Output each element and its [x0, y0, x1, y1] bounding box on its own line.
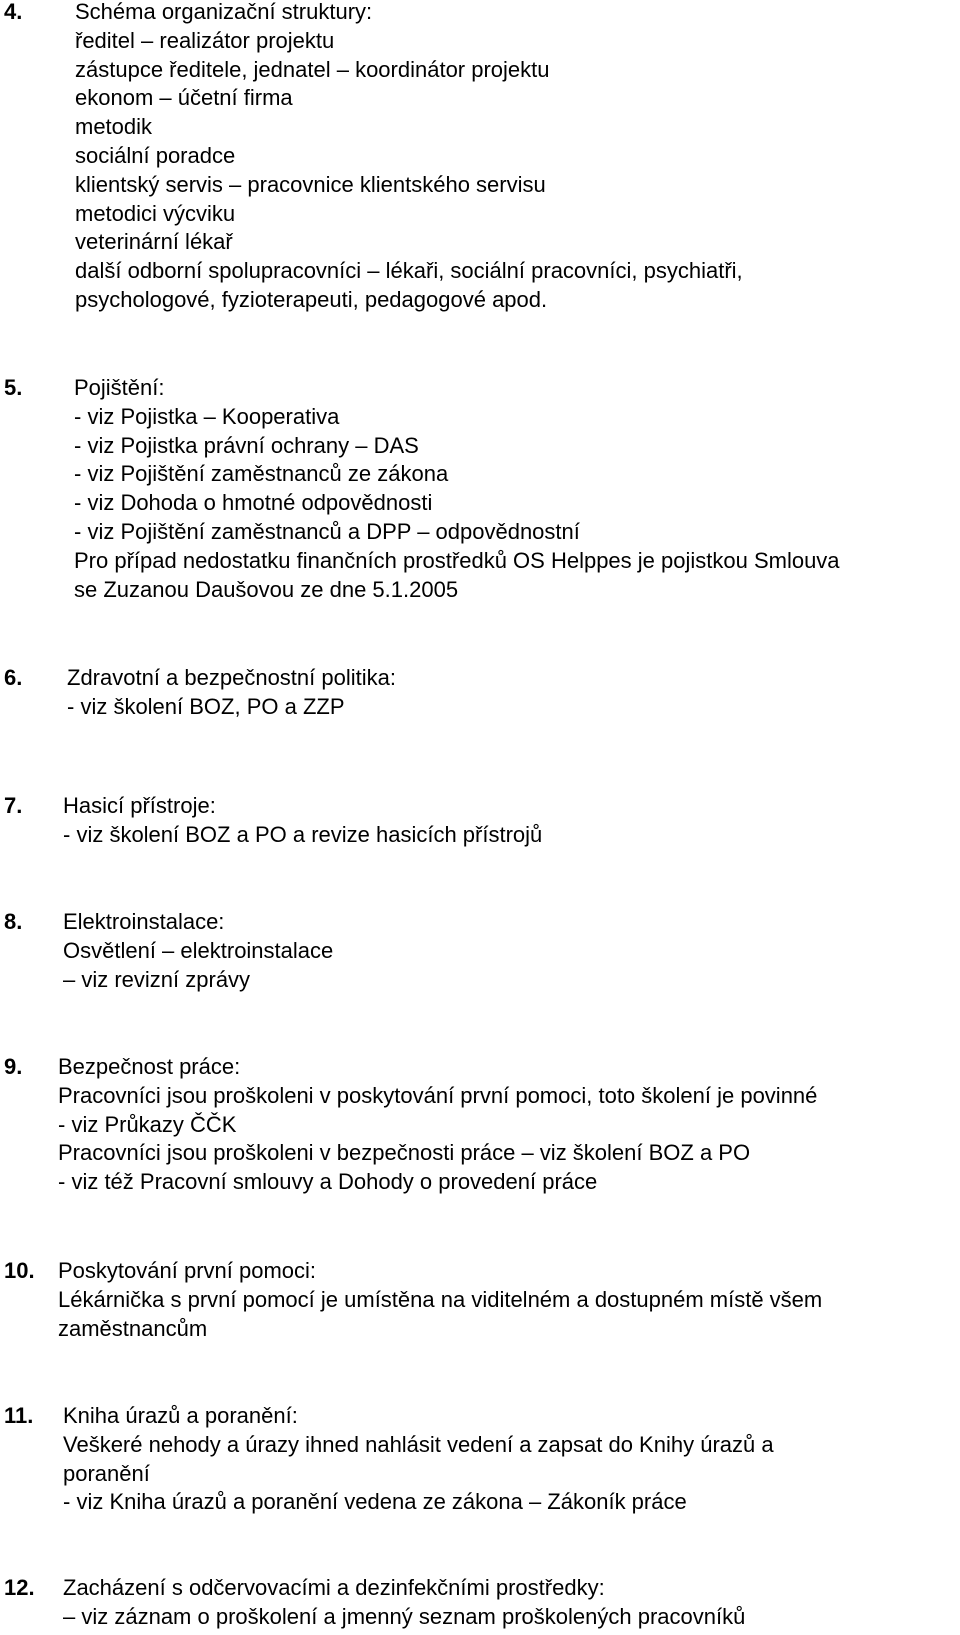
section-line: - viz Pojistka právní ochrany – DAS: [74, 432, 419, 458]
section-line: zástupce ředitele, jednatel – koordinátor projektu: [75, 56, 550, 82]
section-line: Veškeré nehody a úrazy ihned nahlásit vedení a zapsat do Knihy úrazů a: [63, 1431, 774, 1457]
section-line: zaměstnancům: [58, 1315, 208, 1341]
section-number: 11.: [4, 1403, 34, 1428]
section-line: - viz též Pracovní smlouvy a Dohody o provedení práce: [58, 1169, 598, 1195]
section-line: - viz Pojištění zaměstnanců ze zákona: [74, 461, 449, 487]
section-number: 5.: [4, 375, 23, 400]
section-title: Hasicí přístroje:: [63, 793, 216, 818]
section-number: 4.: [4, 0, 23, 24]
section-line: - viz Pojistka – Kooperativa: [74, 403, 340, 429]
section-title: Zdravotní a bezpečnostní politika:: [67, 665, 396, 690]
section-body: [63, 1402, 960, 1517]
section-line: - viz Kniha úrazů a poranění vedena ze zákona – Zákoník práce: [63, 1489, 687, 1515]
section-title: Poskytování první pomoci:: [58, 1258, 317, 1283]
section-line: klientský servis – pracovnice klientského servisu: [75, 171, 546, 197]
section-title: Pojištění:: [74, 375, 165, 400]
section-line: Pracovníci jsou proškoleni v bezpečnosti práce – viz školení BOZ a PO: [58, 1140, 751, 1166]
section-number: 7.: [4, 793, 23, 818]
section-line: metodici výcviku: [75, 200, 236, 226]
section-line: poranění: [63, 1460, 150, 1486]
section-line: - viz školení BOZ a PO a revize hasicích přístrojů: [63, 821, 543, 847]
section-line: ředitel – realizátor projektu: [75, 27, 335, 53]
section-title: Zacházení s odčervovacími a dezinfekčními prostředky:: [63, 1575, 605, 1600]
section-line: se Zuzanou Daušovou ze dne 5.1.2005: [74, 576, 459, 602]
section-line: Pro případ nedostatku finančních prostředků OS Helppes je pojistkou Smlouva: [74, 547, 840, 573]
section-line: další odborní spolupracovníci – lékaři, sociální pracovníci, psychiatři,: [75, 258, 743, 284]
section-line: - viz školení BOZ, PO a ZZP: [67, 693, 345, 719]
section-line: sociální poradce: [75, 142, 236, 168]
section-body: [75, 0, 960, 315]
section-title: Elektroinstalace:: [63, 909, 225, 934]
section-line: – viz záznam o proškolení a jmenný seznam proškolených pracovníků: [63, 1603, 746, 1629]
section-body: [58, 1053, 960, 1197]
section-line: - viz Průkazy ČČK: [58, 1111, 237, 1137]
section-body: [63, 792, 960, 850]
section-number: 12.: [4, 1575, 35, 1600]
section-line: - viz Pojištění zaměstnanců a DPP – odpovědnostní: [74, 518, 580, 544]
section-line: ekonom – účetní firma: [75, 85, 293, 111]
section-line: metodik: [75, 114, 153, 140]
section-body: [63, 1574, 960, 1632]
section-line: veterinární lékař: [75, 229, 233, 255]
section-number: 6.: [4, 665, 23, 690]
section-body: [63, 908, 960, 994]
section-line: – viz revizní zprávy: [63, 966, 251, 992]
section-body: [67, 664, 960, 722]
section-body: [74, 374, 960, 604]
section-line: - viz Dohoda o hmotné odpovědnosti: [74, 490, 433, 516]
section-line: Lékárnička s první pomocí je umístěna na viditelném a dostupném místě všem: [58, 1286, 823, 1312]
section-line: psychologové, fyzioterapeuti, pedagogové apod.: [75, 286, 548, 312]
section-line: Pracovníci jsou proškoleni v poskytování první pomoci, toto školení je povinné: [58, 1082, 818, 1108]
section-body: [58, 1257, 960, 1343]
section-title: Schéma organizační struktury:: [75, 0, 373, 24]
section-number: 9.: [4, 1054, 23, 1079]
section-title: Kniha úrazů a poranění:: [63, 1403, 298, 1428]
section-number: 10.: [4, 1258, 35, 1283]
section-title: Bezpečnost práce:: [58, 1054, 241, 1079]
section-line: Osvětlení – elektroinstalace: [63, 937, 334, 963]
section-number: 8.: [4, 909, 23, 934]
